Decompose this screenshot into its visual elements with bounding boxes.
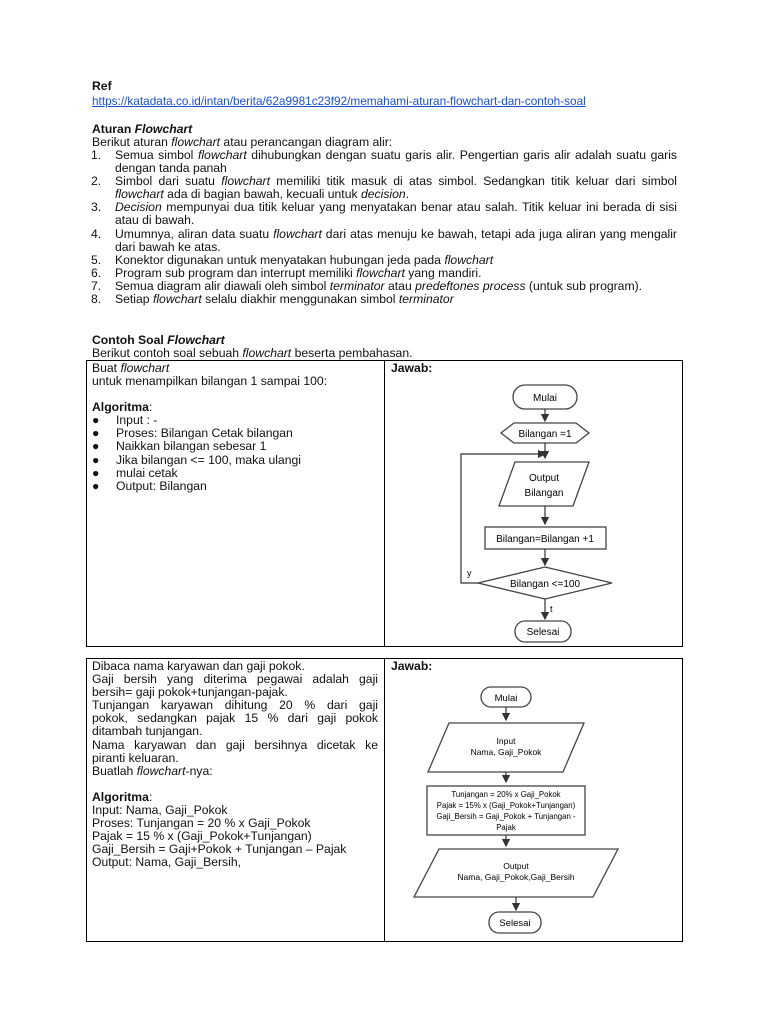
decision-no-label: t — [550, 604, 553, 614]
text-run: yang mandiri. — [404, 265, 482, 280]
question-line: Nama karyawan dan gaji bersihnya dicetak ke — [92, 737, 378, 752]
contoh-heading-italic: Flowchart — [167, 333, 225, 347]
question-line: bersih= gaji pokok+tunjangan-pajak. — [92, 685, 288, 700]
list-number: 2. — [91, 174, 102, 189]
contoh-heading-text: Contoh Soal — [92, 333, 168, 347]
aturan-intro-a: Berikut aturan — [92, 135, 172, 149]
aturan-list — [91, 149, 677, 306]
text-run: Simbol dari suatu — [115, 174, 222, 189]
list-text: Proses: Bilangan Cetak bilangan — [116, 426, 293, 441]
table2-jawab: Jawab: — [391, 659, 433, 673]
text-run: mempunyai dua titik keluar yang menyatakan benar atau salah. Titik keluar ini — [161, 200, 599, 215]
list-item — [92, 480, 380, 493]
list-text: Input : - — [116, 413, 158, 428]
text-run: flowchart — [152, 292, 202, 307]
list-text — [115, 175, 677, 201]
bullet-icon: ● — [92, 478, 100, 493]
list-item — [92, 467, 380, 480]
text-run: flowchart — [356, 265, 405, 280]
ref-link[interactable]: https://katadata.co.id/intan/berita/62a9981c23f92/memahami-aturan-flowchart-dan-contoh-soal — [92, 94, 586, 108]
bullet-icon: ● — [92, 452, 100, 467]
algoritma-heading — [92, 791, 378, 804]
text-run: Decision — [115, 200, 162, 215]
text-run: flowchart — [221, 174, 270, 189]
list-item — [91, 201, 677, 227]
list-text: mulai cetak — [116, 465, 178, 480]
question-line: Dibaca nama karyawan dan gaji pokok. — [92, 659, 305, 673]
list-number: 5. — [91, 252, 102, 267]
question-line: Gaji bersih yang diterima pegawai adalah gaji — [92, 672, 378, 687]
bullet-icon: ● — [92, 413, 100, 428]
process-line-3: Gaji_Bersih = Gaji_Pokok + Tunjangan - — [436, 812, 576, 821]
question-line: ditambah tunjangan. — [92, 724, 203, 739]
text-run: flowchart — [115, 187, 164, 202]
list-item — [91, 293, 677, 306]
ref-url-container — [92, 95, 586, 108]
list-text — [115, 228, 677, 254]
output-label-2: Nama, Gaji_Pokok,Gaji_Bersih — [457, 872, 575, 882]
bullet-icon: ● — [92, 465, 100, 480]
list-item — [91, 149, 677, 175]
text-run: program). — [589, 278, 643, 293]
list-number: 8. — [91, 292, 102, 307]
text-run: terminator — [329, 278, 385, 293]
text-run: Buat — [92, 361, 121, 375]
text-run: dari atas menuju ke bawah, tetapi ada juga aliran — [321, 226, 596, 241]
text-run: (untuk sub — [525, 278, 586, 293]
table1-jawab: Jawab: — [391, 361, 433, 375]
algo-line: Pajak = 15 % x (Gaji_Pokok+Tunjangan) — [92, 829, 312, 844]
text-run: dihubungkan dengan suatu garis alir. Pengertian garis alir adalah — [246, 148, 612, 162]
text-run: predeftones process — [415, 278, 526, 293]
process-line-1: Tunjangan = 20% x Gaji_Pokok — [451, 790, 561, 799]
output-label-1: Output — [528, 473, 560, 484]
preparation-label: Bilangan =1 — [518, 429, 572, 440]
contoh-intro-b: flowchart — [242, 346, 292, 360]
text-run: memiliki titik masuk di atas simbol. Sedangkan titik keluar dari — [270, 174, 636, 189]
text-run: Semua diagram alir diawali oleh simbol — [115, 278, 330, 293]
terminator-end-label: Selesai — [526, 627, 560, 638]
list-text — [115, 293, 677, 306]
text-run: simbol — [641, 174, 677, 189]
list-text — [115, 201, 677, 227]
algoritma-label: Algoritma — [92, 789, 149, 804]
bullet-icon: ● — [92, 439, 100, 454]
example-table-1 — [86, 360, 683, 647]
question-line: Tunjangan karyawan dihitung 20 % dari gaji — [92, 698, 378, 713]
contoh-intro-a: Berikut contoh soal sebuah — [92, 346, 243, 360]
text-run: . — [405, 187, 410, 202]
process-label: Bilangan=Bilangan +1 — [496, 534, 594, 545]
text-run: atau — [384, 278, 416, 293]
list-text: Output: Bilangan — [116, 478, 207, 493]
terminator-start-label: Mulai — [494, 693, 518, 704]
text-run: ada di bagian bawah, kecuali untuk — [163, 187, 361, 202]
decision-yes-label: y — [467, 568, 472, 578]
text-run: Buatlah — [92, 763, 137, 778]
flowchart-2 — [397, 674, 637, 939]
text-run: decision — [360, 187, 406, 202]
example-table-2 — [86, 658, 683, 942]
flowchart-1 — [447, 376, 672, 646]
aturan-intro-c: atau perancangan diagram alir: — [220, 135, 393, 149]
text-run: Konektor digunakan untuk menyatakan hubungan jeda pada — [115, 252, 445, 267]
text-run: berada di sisi atau di bawah. — [115, 200, 678, 228]
text-run: flowchart — [136, 763, 186, 778]
algo-line: Proses: Tunjangan = 20 % x Gaji_Pokok — [92, 816, 311, 831]
question-line: untuk menampilkan bilangan 1 sampai 100: — [92, 374, 328, 389]
list-item — [91, 228, 677, 254]
text-run: yang mengalir dari bawah ke atas. — [115, 226, 677, 254]
output-shape — [499, 462, 589, 506]
aturan-intro-b: flowchart — [171, 135, 221, 149]
list-number: 7. — [91, 278, 102, 293]
text-run: Setiap — [115, 292, 153, 307]
algoritma-colon: : — [148, 400, 153, 415]
process-line-2: Pajak = 15% x (Gaji_Pokok+Tunjangan) — [436, 801, 576, 810]
list-item — [92, 454, 380, 467]
aturan-heading-italic: Flowchart — [134, 122, 193, 136]
list-text: Naikkan bilangan sebesar 1 — [116, 439, 267, 454]
table-divider — [384, 659, 385, 941]
algo-line: Gaji_Bersih = Gaji+Pokok + Tunjangan – Pajak — [92, 842, 347, 857]
output-label-1: Output — [503, 861, 529, 871]
aturan-heading-text: Aturan — [92, 122, 135, 136]
table-divider — [384, 361, 385, 646]
terminator-end-label: Selesai — [499, 918, 531, 929]
algoritma-label: Algoritma — [92, 400, 149, 415]
input-label-1: Input — [496, 736, 516, 746]
bullet-icon: ● — [92, 426, 100, 441]
text-run: flowchart — [120, 361, 170, 375]
list-number: 1. — [91, 148, 102, 162]
output-label-2: Bilangan — [524, 488, 564, 499]
text-run: suatu garis dengan tanda panah — [115, 148, 677, 176]
question-line: pokok, sedangkan pajak 15 % dari gaji pokok — [92, 711, 378, 726]
terminator-start-label: Mulai — [533, 393, 557, 404]
contoh-intro — [92, 347, 412, 360]
algoritma-list — [92, 414, 380, 493]
text-run: -nya: — [185, 763, 213, 778]
text-run: Program sub program dan interrupt memiliki — [115, 265, 357, 280]
algo-line: Input: Nama, Gaji_Pokok — [92, 802, 228, 817]
decision-label: Bilangan <=100 — [509, 579, 581, 590]
table1-question — [92, 362, 380, 493]
list-item — [91, 175, 677, 201]
input-label-2: Nama, Gaji_Pokok — [470, 747, 542, 757]
text-run: flowchart — [273, 226, 322, 241]
list-number: 6. — [91, 265, 102, 280]
text-run: flowchart — [197, 148, 247, 162]
table2-question — [92, 660, 378, 869]
text-run: terminator — [398, 292, 454, 307]
algo-line: Output: Nama, Gaji_Bersih, — [92, 855, 242, 870]
text-run: Semua simbol — [115, 148, 198, 162]
text-run: flowchart — [444, 252, 494, 267]
algoritma-colon: : — [148, 789, 153, 804]
process-line-4: Pajak — [496, 823, 516, 832]
ref-label: Ref — [92, 79, 112, 93]
text-run: selalu diakhir menggunakan simbol — [201, 292, 399, 307]
list-text — [115, 149, 677, 175]
list-item — [92, 440, 380, 453]
contoh-intro-c: beserta pembahasan. — [291, 346, 413, 360]
list-number: 4. — [91, 226, 102, 241]
question-line — [92, 765, 378, 778]
question-line: piranti keluaran. — [92, 750, 179, 765]
list-number: 3. — [91, 200, 102, 215]
list-text: Jika bilangan <= 100, maka ulangi — [116, 452, 301, 467]
text-run: Umumnya, aliran data suatu — [115, 226, 274, 241]
